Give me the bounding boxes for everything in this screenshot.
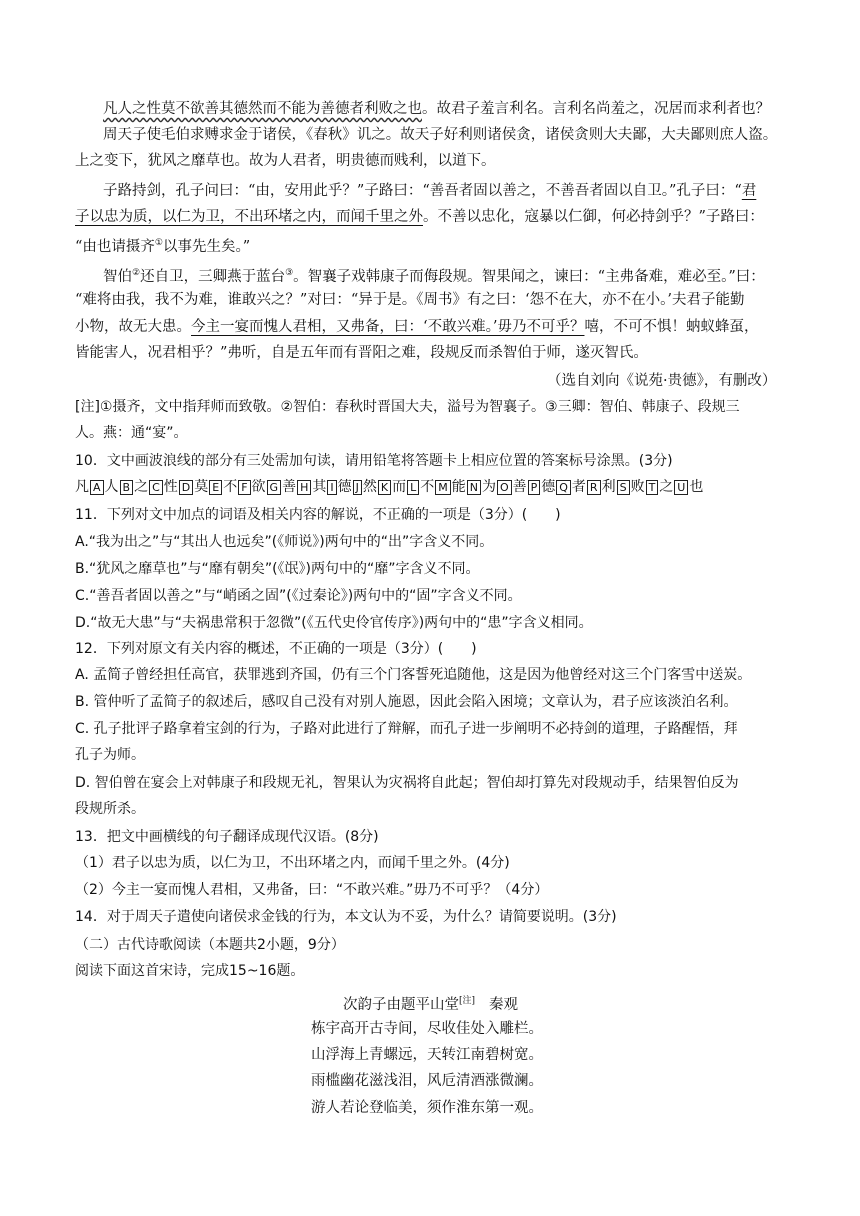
q10-answer-box-u[interactable]: U [674,480,688,495]
passage-p3-line3: “由也请摄齐①以事先生矣。” [75,238,251,255]
q10-answer-box-n[interactable]: N [467,480,481,495]
passage-p1: 凡人之性莫不欲善其德然而不能为善德者利败之也。故君子羞言利名。言利名尚羞之，况居而求利者也？ [103,101,770,117]
q10-char: 不 [223,479,238,495]
q10-char: 然 [362,479,377,495]
q10-answer-box-c[interactable]: C [149,480,163,495]
q11-stem: 11．下列对文中加点的词语及相关内容的解说，不正确的一项是（3分）( ) [75,507,561,523]
notes-line1: [注]①摄齐，文中指拜师而致敬。②智伯：春秋时晋国大夫，溢号为智襄子。③三卿：智伯、韩康子、段规三 [75,399,740,415]
q10-answer-box-i[interactable]: I [327,480,336,495]
q10-answer-box-f[interactable]: F [238,480,250,495]
q10-char: 善 [512,479,527,495]
q10-char: 不 [420,479,435,495]
q13-stem: 13．把文中画横线的句子翻译成现代汉语。(8分) [75,829,379,845]
q10-answer-box-a[interactable]: A [90,480,104,495]
q10-answer-box-t[interactable]: T [646,480,659,495]
poem-author: 秦观 [489,996,519,1013]
q10-answer-box-e[interactable]: E [209,480,222,495]
q11-option-a: A.“我为出之”与“其出人也远矣”(《师说》)两句中的“出”字含义不同。 [75,534,494,550]
q10-char: 者 [571,479,586,495]
q10-char: 人 [104,479,119,495]
q10-char: 凡 [75,479,89,495]
passage-p4-line3: 小物，故无大患。今主一宴而愧人君相，又弗备，曰：‘不敢兴难。’毋乃不可乎？嘻，不可不惧！蚋蚁蜂虿， [75,319,759,335]
q10-char: 德 [337,479,352,495]
underlined-sentence-2: 今主一宴而愧人君相，又弗备，曰：‘不敢兴难。’毋乃不可乎？ [191,319,585,335]
q10-answer-box-p[interactable]: P [528,480,541,495]
passage-p2-line2: 上之变下，犹风之靡草也。故为人君者，明贵德而贱利，以道下。 [75,153,496,169]
q10-answer-box-k[interactable]: K [378,480,391,495]
passage-p4-line1: 智伯②还自卫，三卿燕于蓝台③。智襄子戏韩康子而侮段规。智果闻之，谏曰：“主弗备难，难必至。”曰： [103,268,765,285]
q10-answer-box-r[interactable]: R [587,480,601,495]
q10-answer-box-b[interactable]: B [120,480,134,495]
q10-answer-box-s[interactable]: S [617,480,630,495]
q10-char: 也 [689,479,704,495]
passage-p4-line2: “难将由我，我不为难，谁敢兴之？”对曰：“异于是。《周书》有之曰：‘怨不在大，亦不在小。’夫君子能勤 [75,292,745,308]
q10-char: 能 [451,479,466,495]
q12-option-a: A. 孟简子曾经担任高官，获罪逃到齐国，仍有三个门客誓死追随他，这是因为他曾经对这三个门客雪中送炭。 [75,667,752,683]
q14-stem: 14．对于周天子遣使向诸侯求金钱的行为，本文认为不妥，为什么？请简要说明。(3分) [75,909,617,925]
poem-line-3: 雨槛幽花滋浅泪，风卮清酒涨微澜。 [311,1073,543,1089]
passage-p2-line1: 周天子使毛伯求赙求金于诸侯，《春秋》讥之。故天子好利则诸侯贪，诸侯贪则大夫鄙，大夫鄙则庶人盗。 [103,127,778,143]
q12-option-c-line1: C. 孔子批评子路拿着宝剑的行为，子路对此进行了辩解，而孔子进一步阐明不必持剑的道理，子路醒悟，拜 [75,721,738,737]
notes-line2: 人。燕：通“宴”。 [75,425,188,441]
q10-answer-box-l[interactable]: L [407,480,419,495]
q12-option-c-line2: 孔子为师。 [75,747,145,763]
passage-p3-line1: 子路持剑，孔子问曰：“由，安用此乎？”子路曰：“善吾者固以善之，不善吾者固以自卫。”孔子曰：“君 [103,183,757,199]
q12-option-d-line2: 段规所杀。 [75,801,145,817]
q10-char: 为 [481,479,496,495]
q10-answer-box-q[interactable]: Q [556,480,571,495]
q10-char: 性 [163,479,178,495]
q10-char: 善 [282,479,297,495]
poem-line-4: 游人若论登临美，须作淮东第一观。 [311,1100,543,1116]
q11-option-b: B.“犹风之靡草也”与“靡有朝矣”(《氓》)两句中的“靡”字含义不同。 [75,561,480,577]
wavy-underlined-sentence: 凡人之性莫不欲善其德然而不能为善德者利败之也 [103,101,422,117]
section2-heading: （二）古代诗歌阅读（本题共2小题，9分） [75,937,345,953]
q10-char: 其 [312,479,327,495]
passage-citation: （选自刘向《说苑·贵德》，有删改） [547,373,777,389]
passage-p4-line4: 皆能害人，况君相乎？”弗听，自是五年而有晋阳之难，段规反而杀智伯于师，遂灭智氏。 [75,345,648,361]
q10-answer-box-h[interactable]: H [297,480,311,495]
poem-line-2: 山浮海上青螺远，天转江南碧树宽。 [311,1047,543,1063]
q10-char: 之 [134,479,149,495]
section2-intro: 阅读下面这首宋诗，完成15~16题。 [75,963,305,979]
q13-sentence-1: （1）君子以忠为质，以仁为卫，不出环堵之内，而闻千里之外。(4分) [75,855,510,871]
q13-sentence-2: （2）今主一宴而愧人君相，又弗备，曰：“不敢兴难。”毋乃不可乎？（4分） [75,882,549,898]
q10-char: 败 [630,479,645,495]
underlined-sentence-1: 子以忠为质，以仁为卫，不出环堵之内，而闻千里之外 [75,209,423,225]
q10-char: 利 [601,479,616,495]
poem-title: 次韵子由题平山堂[注] 秦观 [343,996,519,1013]
q10-answer-box-j[interactable]: J [353,480,362,495]
q10-answer-box-m[interactable]: M [435,480,451,495]
q11-option-d: D.“故无大患”与“夫祸患常积于忽微”(《五代史伶官传序》)两句中的“患”字含义相同。 [75,615,593,631]
q10-char: 而 [392,479,407,495]
q12-option-d-line1: D. 智伯曾在宴会上对韩康子和段规无礼，智果认为灾祸将自此起；智伯却打算先对段规动手，结果智伯反为 [75,775,739,791]
q10-answer-box-o[interactable]: O [497,480,512,495]
passage-p3-line2: 子以忠为质，以仁为卫，不出环堵之内，而闻千里之外。不善以忠化，寇暴以仁御，何必持剑乎？”子路曰： [75,209,764,225]
q10-answer-box-g[interactable]: G [267,480,282,495]
q10-answer-boxes [75,476,703,498]
q10-char: 德 [541,479,556,495]
q10-answer-box-d[interactable]: D [179,480,193,495]
q10-char: 欲 [251,479,266,495]
poem-line-1: 栋宇高开古寺间，尽收佳处入雕栏。 [311,1021,543,1037]
q12-stem: 12．下列对原文有关内容的概述，不正确的一项是（3分）( ) [75,641,477,657]
q10-stem: 10．文中画波浪线的部分有三处需加句读，请用铅笔将答题卡上相应位置的答案标号涂黑。(3分) [75,453,673,469]
q12-option-b: B. 管仲听了孟简子的叙述后，感叹自己没有对别人施恩，因此会陷入困境；文章认为，君子应该淡泊名利。 [75,694,738,710]
q11-option-c: C.“善吾者固以善之”与“峭函之固”(《过秦论》)两句中的“固”字含义不同。 [75,588,522,604]
q10-char: 之 [659,479,674,495]
q10-char: 莫 [194,479,209,495]
